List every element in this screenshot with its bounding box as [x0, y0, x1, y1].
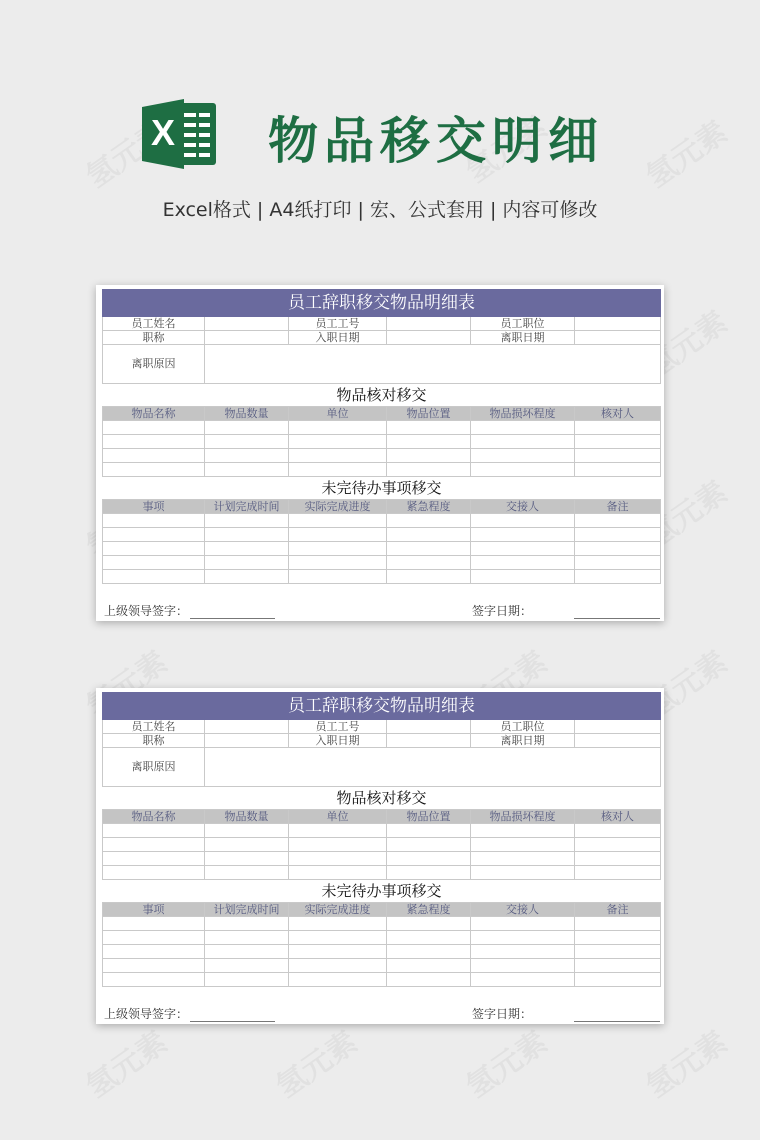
table-row[interactable] — [103, 570, 661, 584]
form-title: 员工辞职移交物品明细表 — [103, 693, 661, 720]
form-sheet — [96, 285, 664, 621]
column-header: 事项 — [103, 903, 205, 917]
value-employee-id[interactable] — [387, 317, 471, 331]
page-title: 物品移交明细 — [268, 112, 604, 170]
value-employee-name[interactable] — [205, 720, 289, 734]
label-leave-date: 离职日期 — [471, 734, 575, 748]
value-hire-date[interactable] — [387, 331, 471, 345]
watermark — [76, 1018, 175, 1106]
form-sheet — [96, 688, 664, 1024]
watermark — [636, 1018, 735, 1106]
table-row[interactable] — [103, 866, 661, 880]
column-header: 物品损坏程度 — [471, 407, 575, 421]
table-row[interactable] — [103, 852, 661, 866]
watermark — [456, 1018, 555, 1106]
page-subtitle: Excel格式 | A4纸打印 | 宏、公式套用 | 内容可修改 — [162, 199, 598, 221]
table-row[interactable] — [103, 931, 661, 945]
table-row[interactable] — [103, 528, 661, 542]
label-hire-date: 入职日期 — [289, 331, 387, 345]
label-leave-date: 离职日期 — [471, 331, 575, 345]
label-title: 职称 — [103, 734, 205, 748]
column-header: 单位 — [289, 407, 387, 421]
watermark — [266, 1018, 365, 1106]
label-employee-position: 员工职位 — [471, 720, 575, 734]
table-row[interactable] — [103, 435, 661, 449]
value-title[interactable] — [205, 734, 289, 748]
value-employee-position[interactable] — [575, 720, 661, 734]
table-row[interactable] — [103, 959, 661, 973]
label-leave-reason: 离职原因 — [103, 748, 205, 787]
table-row[interactable] — [103, 542, 661, 556]
section-items-title: 物品核对移交 — [103, 384, 661, 407]
label-employee-name: 员工姓名 — [103, 317, 205, 331]
supervisor-signature[interactable] — [104, 1005, 275, 1022]
logo-letter: X — [150, 112, 176, 153]
form-table — [102, 289, 661, 584]
column-header: 物品位置 — [387, 407, 471, 421]
column-header: 物品位置 — [387, 810, 471, 824]
value-leave-date[interactable] — [575, 331, 661, 345]
column-header: 单位 — [289, 810, 387, 824]
label-employee-id: 员工工号 — [289, 317, 387, 331]
value-leave-reason[interactable] — [205, 748, 661, 787]
signature-date[interactable] — [472, 1005, 660, 1022]
label-employee-id: 员工工号 — [289, 720, 387, 734]
column-header: 实际完成进度 — [289, 903, 387, 917]
value-leave-date[interactable] — [575, 734, 661, 748]
column-header: 实际完成进度 — [289, 500, 387, 514]
section-tasks-title: 未完待办事项移交 — [103, 477, 661, 500]
label-title: 职称 — [103, 331, 205, 345]
table-row[interactable] — [103, 514, 661, 528]
section-items-title: 物品核对移交 — [103, 787, 661, 810]
column-header: 备注 — [575, 903, 661, 917]
column-header: 物品名称 — [103, 407, 205, 421]
table-row[interactable] — [103, 973, 661, 987]
table-row[interactable] — [103, 824, 661, 838]
column-header: 物品数量 — [205, 407, 289, 421]
value-employee-name[interactable] — [205, 317, 289, 331]
column-header: 物品损坏程度 — [471, 810, 575, 824]
table-row[interactable] — [103, 838, 661, 852]
signature-date-label: 签字日期： — [472, 604, 533, 618]
column-header: 物品名称 — [103, 810, 205, 824]
signature-date[interactable] — [472, 602, 660, 619]
value-leave-reason[interactable] — [205, 345, 661, 384]
signature-date-label: 签字日期： — [472, 1007, 533, 1021]
column-header: 物品数量 — [205, 810, 289, 824]
value-employee-id[interactable] — [387, 720, 471, 734]
table-row[interactable] — [103, 463, 661, 477]
column-header: 交接人 — [471, 500, 575, 514]
form-table — [102, 692, 661, 987]
column-header: 计划完成时间 — [205, 903, 289, 917]
column-header: 紧急程度 — [387, 500, 471, 514]
column-header: 核对人 — [575, 407, 661, 421]
table-row[interactable] — [103, 556, 661, 570]
value-employee-position[interactable] — [575, 317, 661, 331]
column-header: 紧急程度 — [387, 903, 471, 917]
column-header: 计划完成时间 — [205, 500, 289, 514]
label-leave-reason: 离职原因 — [103, 345, 205, 384]
form-title: 员工辞职移交物品明细表 — [103, 290, 661, 317]
label-hire-date: 入职日期 — [289, 734, 387, 748]
supervisor-signature-label: 上级领导签字： — [104, 604, 189, 618]
value-title[interactable] — [205, 331, 289, 345]
column-header: 核对人 — [575, 810, 661, 824]
column-header: 事项 — [103, 500, 205, 514]
supervisor-signature-label: 上级领导签字： — [104, 1007, 189, 1021]
page-header — [0, 95, 760, 175]
label-employee-position: 员工职位 — [471, 317, 575, 331]
supervisor-signature[interactable] — [104, 602, 275, 619]
column-header: 备注 — [575, 500, 661, 514]
column-header: 交接人 — [471, 903, 575, 917]
value-hire-date[interactable] — [387, 734, 471, 748]
table-row[interactable] — [103, 449, 661, 463]
table-row[interactable] — [103, 945, 661, 959]
table-row[interactable] — [103, 917, 661, 931]
label-employee-name: 员工姓名 — [103, 720, 205, 734]
excel-logo-icon — [140, 97, 220, 171]
table-row[interactable] — [103, 421, 661, 435]
section-tasks-title: 未完待办事项移交 — [103, 880, 661, 903]
